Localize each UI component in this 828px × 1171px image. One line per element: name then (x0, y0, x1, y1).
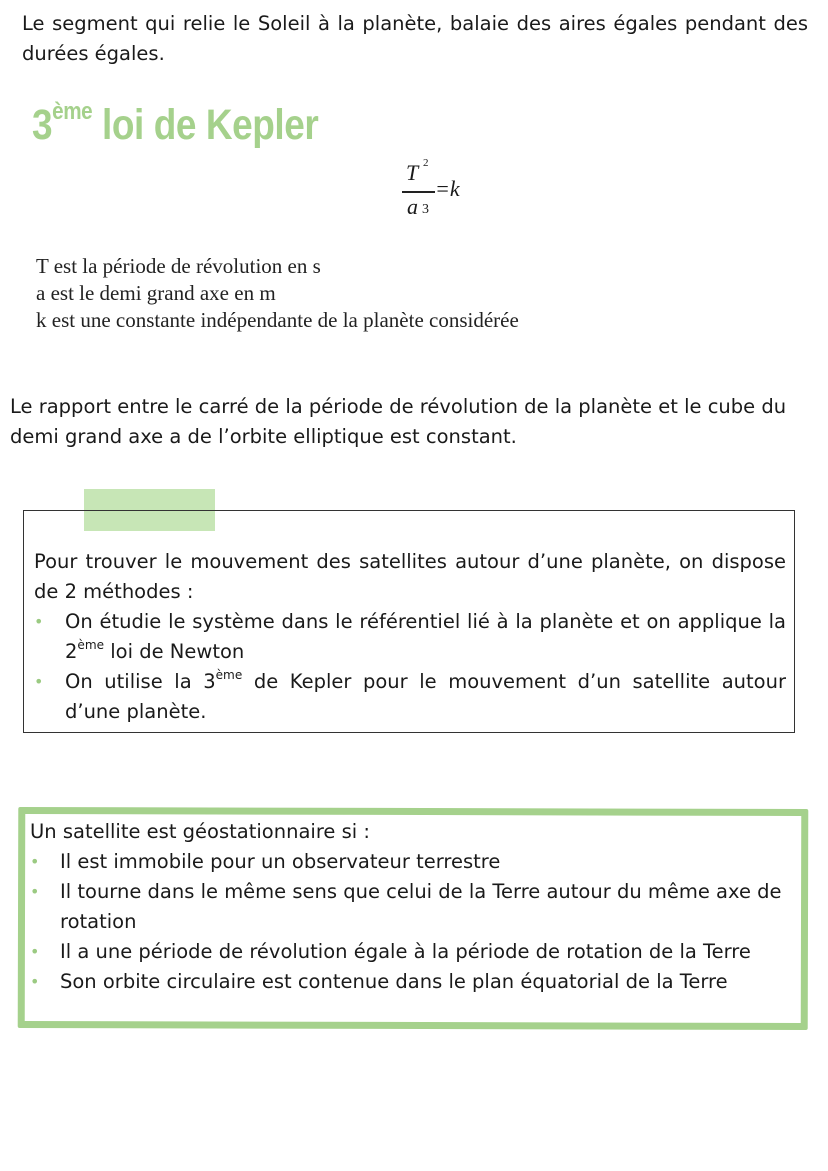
bullet-icon: • (30, 972, 40, 991)
methods-list (34, 607, 793, 727)
methods-box (34, 547, 793, 727)
bullet-icon: • (30, 882, 40, 901)
geostationary-box (30, 817, 790, 997)
geostationary-title: Un satellite est géostationnaire si : (30, 820, 370, 843)
title-superscript: ème (52, 97, 93, 125)
formula-rhs: =k (435, 176, 460, 201)
title-number: 3 (32, 101, 53, 149)
list-item (30, 967, 790, 997)
method1-text-b: loi de Newton (104, 640, 245, 663)
geostationary-list (30, 847, 790, 997)
definition-line: a est le demi grand axe en m (36, 281, 276, 305)
geo-condition: Son orbite circulaire est contenue dans le plan équatorial de la Terre (60, 970, 728, 993)
bullet-icon: • (34, 672, 44, 691)
formula-denominator-symbol: a (407, 194, 418, 219)
method2-text-a: On utilise la 3 (65, 670, 216, 693)
methods-intro: Pour trouver le mouvement des satellites autour d’une planète, on dispose de 2 méthodes : (34, 550, 786, 603)
method1-text-a: On étudie le système dans le référentiel lié à la planète et on applique la 2 (65, 610, 786, 663)
list-item (34, 607, 786, 667)
formula-numerator (406, 157, 429, 186)
geo-condition: Il est immobile pour un observateur terrestre (60, 850, 501, 873)
title-rest: loi de Kepler (92, 101, 319, 149)
bullet-icon: • (30, 852, 40, 871)
kepler3-explanation: Le rapport entre le carré de la période de révolution de la planète et le cube du demi grand axe a de l’orbite elliptique est constant. (10, 395, 787, 448)
kepler2-statement: Le segment qui relie le Soleil à la planète, balaie des aires égales pendant des durées égales. (22, 12, 808, 65)
list-item (30, 847, 790, 877)
kepler3-title (32, 97, 319, 150)
geo-condition: Il tourne dans le même sens que celui de la Terre autour du même axe de rotation (60, 880, 782, 933)
bullet-icon: • (34, 612, 44, 631)
formula-numerator-exponent: 2 (423, 157, 429, 169)
formula-denominator (407, 194, 429, 220)
fraction-bar (402, 191, 435, 193)
definition-line: k est une constante indépendante de la planète considérée (36, 308, 519, 332)
definition-line: T est la période de révolution en s (36, 254, 321, 278)
list-item (34, 667, 793, 727)
geo-condition: Il a une période de révolution égale à la période de rotation de la Terre (60, 940, 751, 963)
bullet-icon: • (30, 942, 40, 961)
formula-numerator-symbol: T (406, 160, 419, 185)
kepler3-formula (400, 157, 490, 230)
formula-denominator-exponent: 3 (422, 202, 429, 217)
variable-definitions (36, 253, 736, 334)
list-item (30, 937, 790, 967)
method2-superscript: ème (215, 667, 243, 682)
method1-superscript: ème (77, 637, 105, 652)
method2-text-b: de Kepler pour le mouvement d’un satellite autour d’une planète. (65, 670, 793, 723)
list-item (30, 877, 790, 937)
